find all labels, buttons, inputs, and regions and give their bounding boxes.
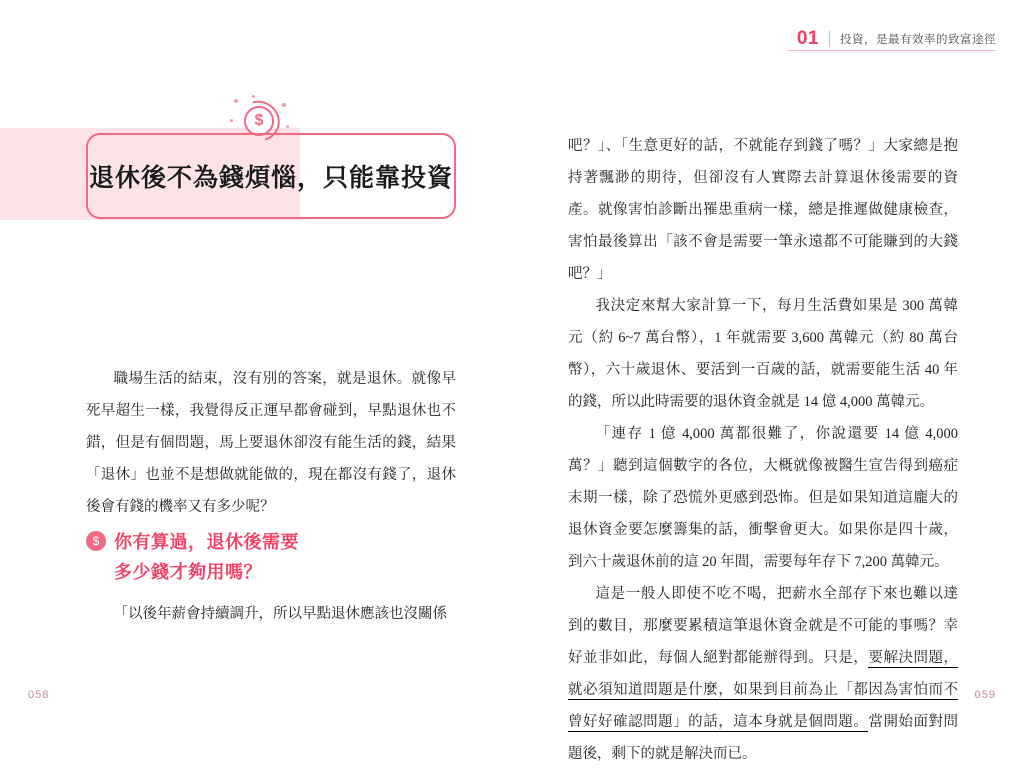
coin-bullet-icon: $ xyxy=(86,531,106,551)
sparkle-icon xyxy=(252,95,255,98)
right-page xyxy=(512,0,1024,762)
sparkle-icon xyxy=(282,103,286,107)
paragraph: 職場生活的結束，沒有別的答案，就是退休。就像早死早超生一樣，我覺得反正運早都會碰到，早點退休也不錯，但是有個問題，馬上要退休卻沒有能生活的錢，結果「退休」也並不是想做就能做的，現在都沒有錢了，退休後會有錢的機率又有多少呢？ xyxy=(86,371,456,515)
paragraph-tail: 當開始面對問題後，剩下的就是解決而已。 xyxy=(568,714,959,762)
right-body-text xyxy=(568,130,958,770)
subheading-line-2: 多少錢才夠用嗎？ xyxy=(114,562,262,582)
emphasis-text-2: 知道問題是什麼，如果到目前為止「都因為害怕而不曾好好確 xyxy=(568,682,959,730)
left-body-text xyxy=(86,363,456,523)
header-divider xyxy=(829,31,830,47)
quote-text: 「以後年薪會持續調升，所以早點退休應該也沒關係 xyxy=(113,606,448,622)
paragraph-lead: 這是一般人即使不吃不喝，把薪水全部存下來也難以達到的數目，那麼要累積這筆退休資金就是不可能的事嗎？幸好並非如此，每個人絕對都能辦得到。只是， xyxy=(568,586,958,666)
chapter-number: 01 xyxy=(796,28,819,49)
coin-circle xyxy=(244,106,274,136)
sparkle-icon xyxy=(230,119,233,122)
paragraph: 我決定來幫大家計算一下，每月生活費如果是 300 萬韓元（約 6~7 萬台幣），1 年就需要 3,600 萬韓元（約 80 萬台幣），六十歲退休、要活到一百歲的話，就需要能生活 40 年的錢，所以此時需要的退休資金就是 14 億 4,000 萬韓元。 xyxy=(568,298,958,410)
left-page xyxy=(0,0,512,727)
emphasis-text-3: 認問題」的話，這本身就是個問題。 xyxy=(628,714,869,730)
running-header xyxy=(797,28,996,50)
chapter-title: 投資，是最有效率的致富途徑 xyxy=(840,34,996,46)
emphasis-text-1: 要解決問題，就必須 xyxy=(568,650,959,698)
subheading xyxy=(86,527,466,587)
page-number-right: 059 xyxy=(974,689,996,701)
subheading-text xyxy=(114,527,299,587)
section-title-box xyxy=(86,133,456,219)
page-title: 退休後不為錢煩惱，只能靠投資 xyxy=(88,165,453,192)
paragraph-with-emphasis xyxy=(568,578,958,770)
sparkle-icon xyxy=(234,99,238,103)
dollar-symbol: $ xyxy=(254,112,264,129)
paragraph: 「連存 1 億 4,000 萬都很難了，你說還要 14 億 4,000 萬？」聽到這個數字的各位，大概就像被醫生宣告得到癌症末期一樣，除了恐慌外更感到恐怖。但是如果知道這龐大的退休資金要怎麼籌集的話，衝擊會更大。如果你是四十歲，到六十歲退休前的這 20 年間，需要每年存下 7,200 萬韓元。 xyxy=(568,426,958,570)
page-number-left: 058 xyxy=(28,689,50,701)
paragraph: 吧？」、「生意更好的話，不就能存到錢了嗎？」大家總是抱持著飄渺的期待，但卻沒有人實際去計算退休後需要的資產。就像害怕診斷出罹患重病一樣，總是推遲做健康檢查，害怕最後算出「該不會是需要一筆永遠都不可能賺到的大錢吧？」 xyxy=(568,138,958,282)
sparkle-icon xyxy=(286,125,289,128)
subheading-line-1: 你有算過，退休後需要 xyxy=(114,532,299,552)
header-rule xyxy=(788,50,996,51)
